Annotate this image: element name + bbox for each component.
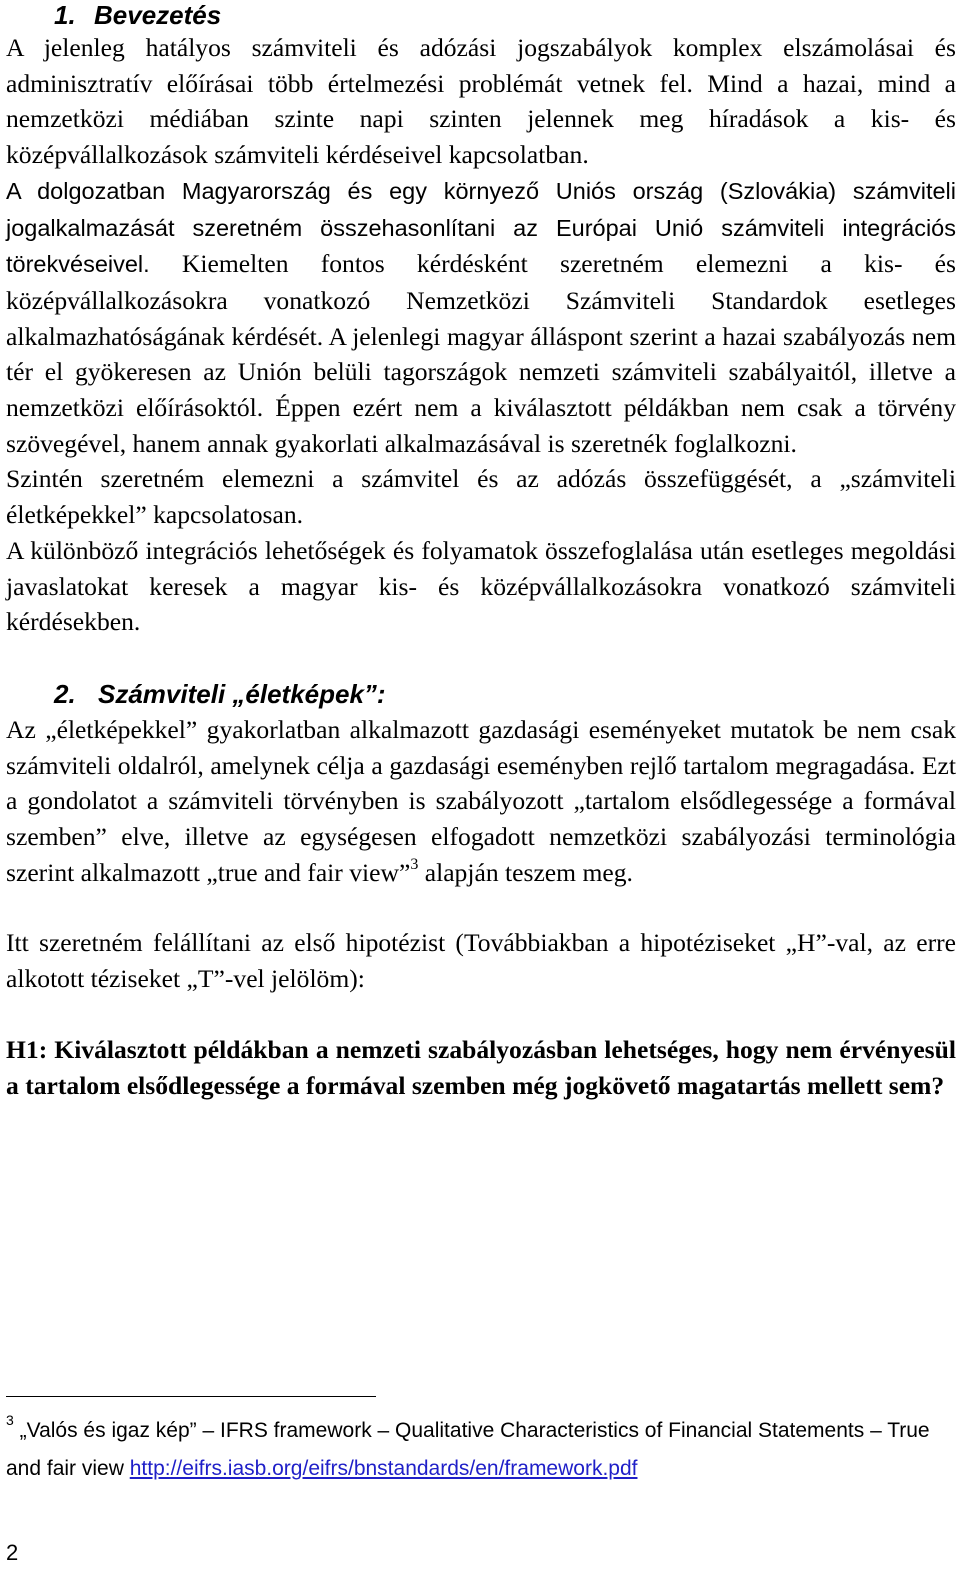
section-1-title: Bevezetés <box>94 0 222 30</box>
footnote-reference[interactable]: 3 <box>410 856 419 874</box>
section-2-paragraph-2: Itt szeretném felállítani az első hipotézist (Továbbiakban a hipotéziseket „H”-val, az erre alkotott téziseket „T”-vel jelölöm): <box>6 928 956 994</box>
footnote-marker: 3 <box>6 1412 14 1428</box>
footnote-link[interactable]: http://eifrs.iasb.org/eifrs/bnstandards/en/framework.pdf <box>129 1457 638 1480</box>
footnote-text: „Valós és igaz kép” – IFRS framework – Qualitative Characteristics of Financial Statements – True and fair view <box>6 1419 930 1480</box>
section-2-paragraph-1-text: Az „életképekkel” gyakorlatban alkalmazott gazdasági eseményeket mutatok be nem csak számviteli oldalról, amelynek célja a gazdasági eseményben rejlő tartalom megragadása. Ezt a gondolatot a számviteli törvényben is szabályozott „tartalom elsődlegessége a formával szemben” elve, illetve az egységesen elfogadott nemzetközi szabályozási terminológia szerint alkalmazott „true and fair view” <box>6 714 956 887</box>
section-2-number: 2. <box>54 678 76 709</box>
section-2-paragraph-1-end: alapján teszem meg. <box>418 857 633 887</box>
footnote-separator <box>6 1396 376 1397</box>
section-2-title: Számviteli „életképek”: <box>98 678 386 709</box>
section-1-number: 1. <box>54 0 76 30</box>
section-1-heading <box>6 0 956 30</box>
page-number: 2 <box>6 1540 19 1565</box>
document-page <box>6 0 956 1103</box>
section-1-paragraph-2-sans: A dolgozatban Magyarország és egy környező Uniós ország (Szlovákia) számviteli jogalkalmazását szeretném összehasonlítani az Európai Unió számviteli integrációs törekvéseivel. <box>6 177 956 278</box>
footnote <box>6 1412 956 1488</box>
section-2-paragraph-1 <box>6 712 956 891</box>
section-1-paragraph-3: Szintén szeretném elemezni a számvitel és az adózás összefüggését, a „számviteli életképekkel” kapcsolatosan. <box>6 464 956 530</box>
section-2-heading <box>6 676 956 712</box>
section-1-paragraph-4: A különböző integrációs lehetőségek és folyamatok összefoglalása után esetleges megoldási javaslatokat keresek a magyar kis- és középvállalkozásokra vonatkozó számviteli kérdésekben. <box>6 535 956 637</box>
hypothesis-h1: H1: Kiválasztott példákban a nemzeti szabályozásban lehetséges, hogy nem érvényesül a tartalom elsődlegessége a formával szemben még jogkövető magatartás mellett sem? <box>6 1034 956 1100</box>
section-1-paragraph-1: A jelenleg hatályos számviteli és adózási jogszabályok komplex elszámolásai és adminisztratív előírásai több értelmezési problémát vetnek fel. Mind a hazai, mind a nemzetközi médiában szinte napi szinten jelennek meg híradások a kis- és középvállalkozások számviteli kérdéseivel kapcsolatban. <box>6 33 956 170</box>
section-1-paragraph-2-serif: Kiemelten fontos kérdésként szeretném elemezni a kis- és középvállalkozásokra vonatkozó Nemzetközi Számviteli Standardok esetleges alkalmazhatóságának kérdését. A jelenlegi magyar álláspont szerint a hazai szabályozás nem tér el gyökeresen az Unión belüli tagországok nemzeti számviteli szabályaitól, illetve a nemzetközi előírásoktól. Éppen ezért nem a kiválasztott példákban nem csak a törvény szövegével, hanem annak gyakorlati alkalmazásával is szeretnék foglalkozni. <box>6 249 956 458</box>
section-1-paragraph-2 <box>6 173 956 462</box>
